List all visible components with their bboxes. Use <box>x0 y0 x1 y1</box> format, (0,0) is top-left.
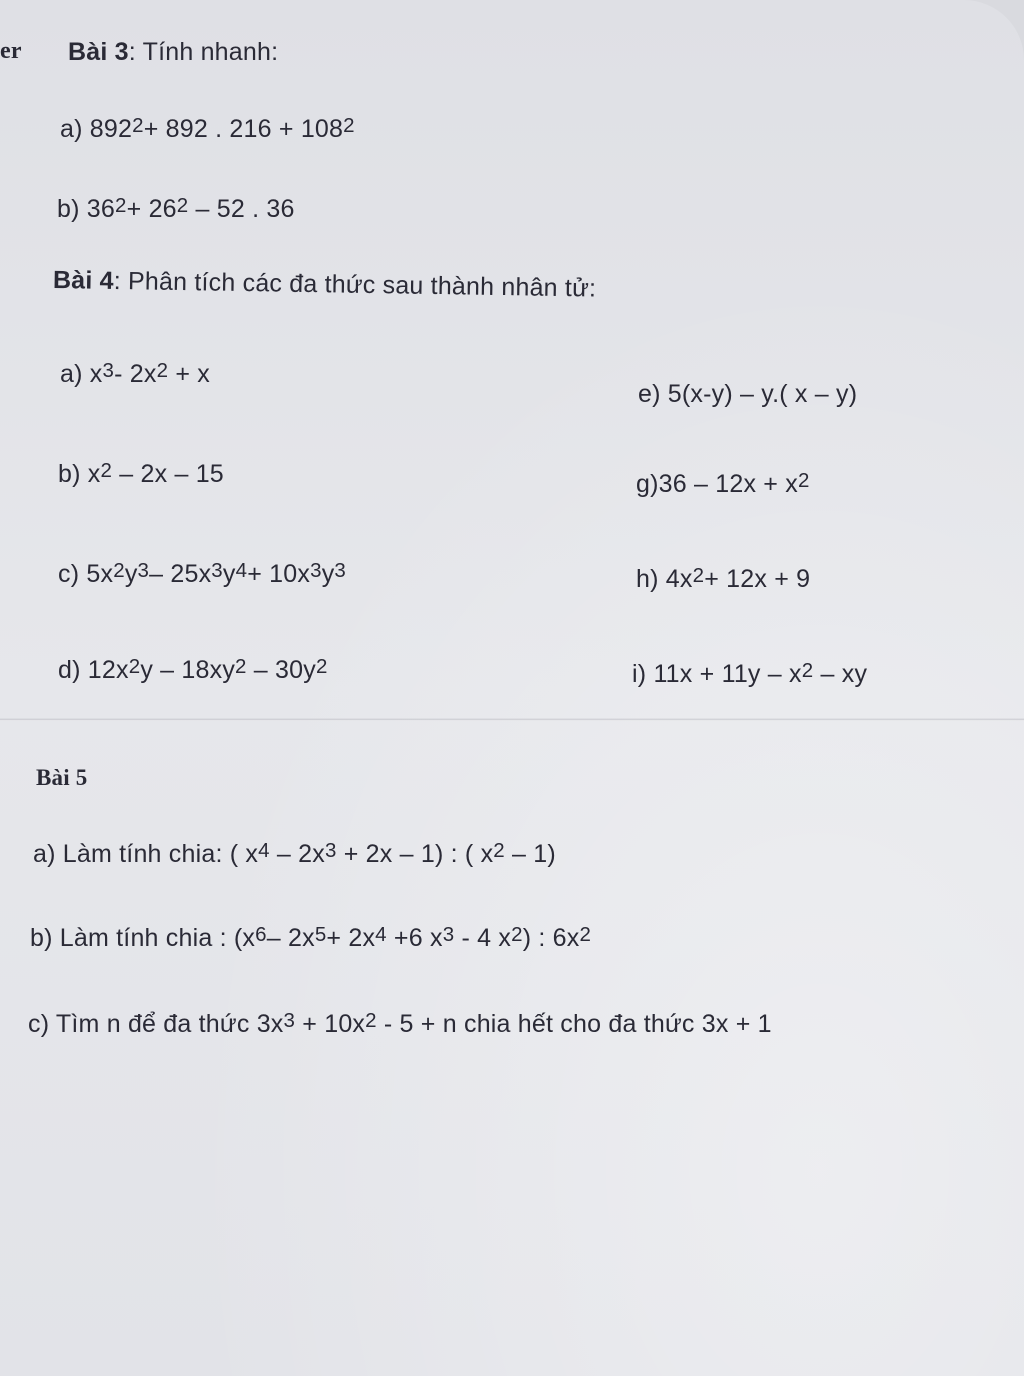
bai4-heading <box>53 266 597 304</box>
item-label: a) <box>60 115 83 143</box>
bai3-item-a <box>60 115 355 144</box>
bai4-e-expression: 5(x-y) – y.( x – y) <box>667 380 858 408</box>
bai5-a-expression: ( $x^4 - 2x^3 + 2x - 1$) : ( $x^2 - 1$) <box>229 838 556 868</box>
bai4-item-h <box>636 565 810 594</box>
edge-mark: er <box>0 38 22 64</box>
item-label: b) <box>58 460 81 488</box>
bai5-title: Bài 5 <box>36 765 88 790</box>
bai4-item-c <box>58 560 346 589</box>
bai4-subtitle: : Phân tích các đa thức sau thành nhân tử: <box>113 266 597 303</box>
bai3-a-expression: $892^2+ 892$ . $216 + 108^2$ <box>89 113 355 143</box>
item-label: d) <box>58 656 81 684</box>
item-label: c) Tìm n để đa thức <box>28 1010 257 1038</box>
item-label: h) <box>636 565 659 593</box>
bai4-item-a <box>60 360 210 389</box>
bai4-item-i <box>632 660 867 689</box>
bai3-subtitle: : Tính nhanh: <box>128 38 279 66</box>
bai4-d-expression: $12x^2y - 18xy^2 - 30y^2$ <box>87 654 328 684</box>
bai4-item-b <box>58 460 224 489</box>
bai5-item-b <box>30 924 591 953</box>
item-label: g) <box>636 470 659 498</box>
item-label: b) <box>57 195 80 223</box>
bai4-g-expression: $36 - 12x + x^2$ <box>658 468 810 498</box>
bai5-item-c <box>28 1010 772 1039</box>
item-label: a) Làm tính chia: <box>33 840 230 868</box>
item-label: b) Làm tính chia : <box>30 924 234 952</box>
item-label: i) <box>632 660 647 688</box>
bai4-item-e <box>638 380 857 409</box>
bai5-c-expression: $3x^3 + 10x^2 - 5 + n$ chia hết cho đa thức 3x + 1 <box>256 1008 772 1038</box>
bai4-b-expression: $x^2 - 2x - 15$ <box>87 458 224 488</box>
bai3-b-expression: $36^2+ 26^2 - 52$ . 36 <box>86 193 295 223</box>
bai5-b-expression: ($x^6-$ $2x^5+ 2x^4 +6$ $x^3 - 4$ $x^2$) : $6x^2$ <box>233 922 592 952</box>
bai4-title: Bài 4 <box>52 266 114 295</box>
item-label: a) <box>60 360 83 388</box>
paper-fold-line <box>0 718 1024 721</box>
bai4-i-expression: $11x + 11y - x^2$ – xy <box>653 658 868 688</box>
bai4-a-expression: $x^3-$ $2x^2 + x$ <box>89 358 210 388</box>
bai3-title: Bài 3 <box>68 38 129 66</box>
bai4-item-g <box>636 470 810 499</box>
bai5-item-a <box>33 840 556 869</box>
bai4-item-d <box>58 656 328 685</box>
bai3-item-b <box>57 195 295 224</box>
bai4-c-expression: $5x^2y^3-$ $25x^3y^4+ 10x^3y^3$ <box>86 558 346 588</box>
bai3-heading <box>68 38 278 67</box>
item-label: c) <box>58 560 80 588</box>
item-label: e) <box>638 380 661 408</box>
bai4-h-expression: $4x^2+ 12x + 9$ <box>665 563 811 593</box>
